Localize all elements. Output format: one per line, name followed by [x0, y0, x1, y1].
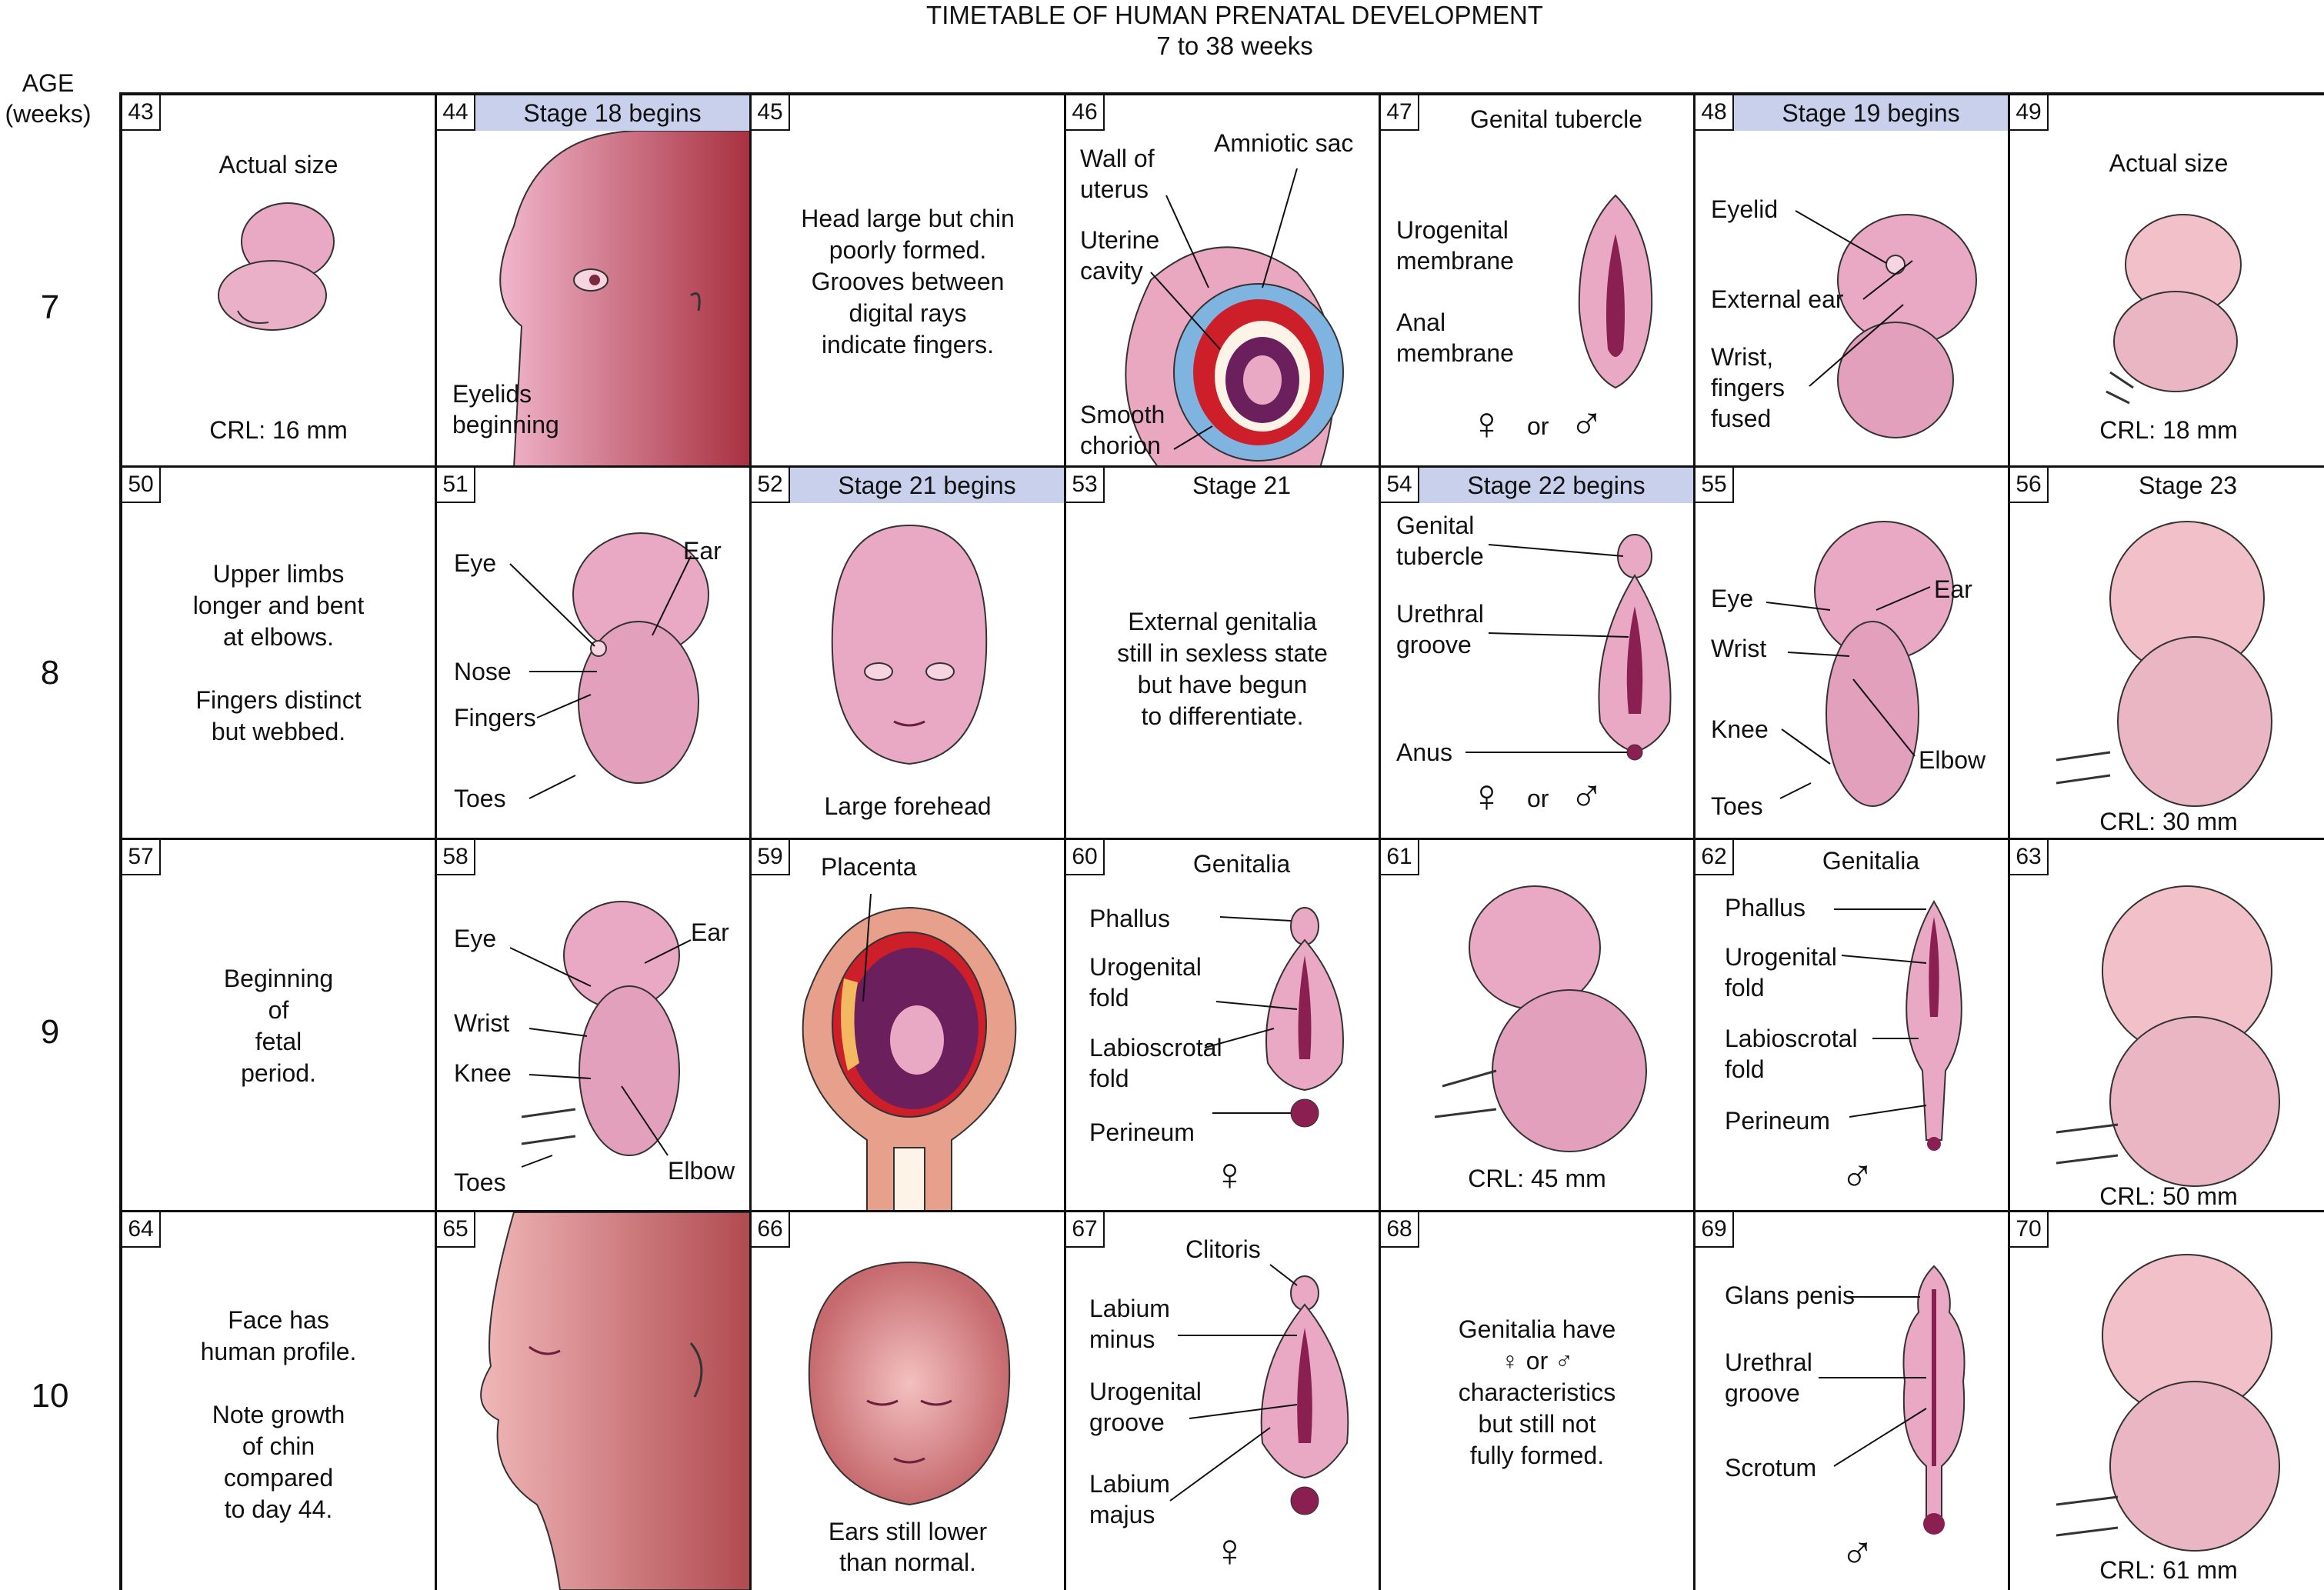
description: [1396, 1314, 1678, 1472]
cell-60: [1066, 840, 1381, 1212]
cell-50: [122, 468, 437, 840]
label-line: Labioscrotal: [1725, 1025, 1858, 1052]
female-symbol-icon: ♀: [1212, 1148, 1247, 1200]
stage-band: Stage 22 begins: [1419, 468, 1693, 503]
text-line: at elbows.: [222, 623, 335, 651]
text-line: longer and bent: [192, 592, 365, 619]
label-line: fingers: [1711, 374, 1786, 402]
nose-label: Nose: [454, 658, 512, 685]
label-line: Urogenital: [1396, 216, 1509, 244]
scrotum-label: Scrotum: [1725, 1454, 1817, 1482]
label-line: Smooth: [1080, 401, 1165, 428]
day-number: 48: [1695, 95, 1734, 131]
day-number: 57: [122, 840, 161, 875]
text-line: indicate fingers.: [821, 331, 995, 358]
fetus-illustration: [2010, 840, 2324, 1212]
urethral-groove-label: [1725, 1347, 1812, 1408]
toes-label: Toes: [454, 1168, 506, 1196]
placenta-label: Placenta: [821, 853, 917, 881]
male-symbol-icon: ♂: [1569, 398, 1604, 449]
urogenital-groove-label: [1089, 1376, 1202, 1438]
text-line: fetal: [255, 1028, 302, 1055]
description: [767, 203, 1049, 361]
text-line: Beginning: [223, 965, 334, 992]
crl-label: CRL: 61 mm: [2099, 1556, 2238, 1584]
cell-57: [122, 840, 437, 1212]
smooth-chorion-label: [1080, 399, 1165, 461]
cell-heading: Genitalia: [1192, 850, 1291, 878]
day-number: 59: [752, 840, 790, 875]
fingers-label: Fingers: [454, 704, 536, 732]
text-line: of chin: [242, 1432, 315, 1460]
ear-label: Ear: [683, 537, 722, 565]
day-number: 54: [1381, 468, 1419, 503]
label-line: Labium: [1089, 1470, 1170, 1498]
male-symbol-icon: ♂: [1840, 1150, 1875, 1202]
day-number: 60: [1066, 840, 1105, 875]
anus-label: Anus: [1396, 738, 1452, 766]
knee-label: Knee: [454, 1059, 512, 1087]
text-line: but still not: [1478, 1410, 1596, 1438]
toes-label: Toes: [454, 785, 506, 812]
glans-penis-label: Glans penis: [1725, 1282, 1855, 1309]
labium-majus-label: [1089, 1468, 1170, 1530]
urogenital-fold-label: [1089, 952, 1202, 1013]
ear-label: Ear: [1934, 575, 1972, 603]
cell-48: [1695, 95, 2010, 468]
cell-53: [1066, 468, 1381, 840]
or-label: or: [1527, 412, 1549, 440]
label-line: Genital: [1396, 512, 1475, 539]
row-label-10: 10: [31, 1377, 69, 1415]
cell-heading: Genitalia: [1822, 847, 1920, 875]
labioscrotal-fold-label: [1089, 1032, 1222, 1094]
ear-label: Ear: [691, 918, 729, 946]
text-line: but have begun: [1137, 671, 1308, 698]
caption-line: Ears still lower: [828, 1518, 988, 1545]
row-label-7: 7: [40, 288, 60, 326]
text-line: period.: [241, 1059, 316, 1087]
female-symbol-icon: ♀: [1469, 770, 1504, 822]
text-line: still in sexless state: [1117, 639, 1328, 667]
text-line: Fingers distinct: [195, 686, 362, 714]
label-line: membrane: [1396, 247, 1514, 275]
eye-label: Eye: [454, 925, 497, 952]
label-line: fold: [1089, 1065, 1129, 1092]
cell-45: [752, 95, 1066, 468]
day-number: 55: [1695, 468, 1734, 503]
label-line: fused: [1711, 405, 1772, 432]
female-symbol-icon: ♀: [1469, 398, 1504, 449]
labium-minus-label: [1089, 1293, 1170, 1355]
cell-52: [752, 468, 1066, 840]
label-line: fold: [1725, 1055, 1765, 1083]
day-number: 66: [752, 1212, 790, 1248]
text-line: poorly formed.: [829, 236, 987, 264]
caption: Actual size: [218, 151, 338, 178]
description: [138, 963, 419, 1089]
wall-of-uterus-label: [1080, 143, 1155, 205]
elbow-label: Elbow: [668, 1157, 735, 1185]
label-line: groove: [1089, 1408, 1165, 1436]
toes-label: Toes: [1711, 792, 1763, 820]
male-symbol-icon: ♂: [1569, 770, 1604, 822]
cell-47: [1381, 95, 1695, 468]
text-line: Face has: [228, 1306, 329, 1334]
label-line: Urethral: [1725, 1348, 1812, 1376]
day-number: 52: [752, 468, 790, 503]
urethral-groove-label: [1396, 598, 1484, 660]
text-line: digital rays: [849, 299, 967, 327]
crl-label: CRL: 45 mm: [1468, 1165, 1606, 1192]
crl-label: CRL: 18 mm: [2099, 416, 2238, 444]
perineum-label: Perineum: [1725, 1107, 1830, 1135]
day-number: 44: [437, 95, 475, 131]
cell-70: [2010, 1212, 2324, 1590]
crl-label: CRL: 30 mm: [2099, 808, 2238, 835]
cell-44: [437, 95, 752, 468]
label-line: Wrist,: [1711, 343, 1774, 371]
cell-59: [752, 840, 1066, 1212]
cell-heading: Stage 23: [2138, 472, 2238, 499]
label-line: chorion: [1080, 432, 1161, 459]
or-label: or: [1527, 785, 1549, 812]
day-number: 70: [2010, 1212, 2049, 1248]
label-line: minus: [1089, 1325, 1155, 1353]
cell-61: [1381, 840, 1695, 1212]
day-number: 50: [122, 468, 161, 503]
day-number: 62: [1695, 840, 1734, 875]
cell-69: [1695, 1212, 2010, 1590]
cell-62: [1695, 840, 2010, 1212]
label-line: groove: [1396, 631, 1472, 658]
day-number: 45: [752, 95, 790, 131]
caption-line: than normal.: [839, 1548, 976, 1576]
female-symbol-icon: ♀: [1212, 1525, 1247, 1576]
phallus-label: Phallus: [1725, 894, 1806, 922]
genital-tubercle-label: [1396, 510, 1484, 572]
label-line: fold: [1725, 974, 1765, 1002]
cell-63: [2010, 840, 2324, 1212]
label-line: Urogenital: [1725, 943, 1837, 971]
label-line: Urogenital: [1089, 953, 1202, 981]
day-number: 43: [122, 95, 161, 131]
timetable-grid: [119, 92, 2324, 1590]
day-number: 47: [1381, 95, 1419, 131]
urogenital-membrane-label: [1396, 215, 1514, 276]
description: [138, 558, 419, 748]
day-number: 53: [1066, 468, 1105, 503]
anal-membrane-label: [1396, 307, 1514, 368]
label-line: Urethral: [1396, 600, 1484, 628]
caption: Actual size: [2109, 149, 2229, 177]
day-number: 68: [1381, 1212, 1419, 1248]
text-line: ♀ or ♂: [1500, 1347, 1574, 1375]
day-number: 67: [1066, 1212, 1105, 1248]
cell-58: [437, 840, 752, 1212]
crl-label: CRL: 50 mm: [2099, 1182, 2238, 1210]
cell-67: [1066, 1212, 1381, 1590]
text-line: of: [268, 996, 289, 1024]
text-line: Note growth: [212, 1401, 345, 1428]
label-line: groove: [1725, 1379, 1800, 1407]
urogenital-fold-label: [1725, 942, 1837, 1003]
day-number: 69: [1695, 1212, 1734, 1248]
text-line: External genitalia: [1128, 608, 1317, 635]
caption: Large forehead: [824, 792, 992, 820]
figure-title: TIMETABLE OF HUMAN PRENATAL DEVELOPMENT: [926, 1, 1543, 29]
label-line: Wall of: [1080, 145, 1155, 172]
text-line: to day 44.: [224, 1495, 333, 1523]
fetus-illustration: [2010, 1212, 2324, 1590]
fetus-illustration: [2010, 468, 2324, 840]
row-label-9: 9: [40, 1013, 60, 1051]
label-line: beginning: [452, 411, 559, 438]
text-line: Grooves between: [811, 268, 1005, 295]
description: [1082, 606, 1363, 732]
cell-heading: Genital tubercle: [1469, 105, 1643, 133]
text-line: Upper limbs: [212, 560, 345, 588]
day-number: 56: [2010, 468, 2049, 503]
description: [138, 1305, 419, 1525]
embryo-face-illustration: [752, 468, 1066, 840]
cell-54: [1381, 468, 1695, 840]
row-label-8: 8: [40, 654, 60, 692]
caption: [752, 1516, 1064, 1578]
elbow-label: Elbow: [1919, 746, 1986, 774]
stage-band: Stage 18 begins: [475, 95, 749, 131]
wrist-label: Wrist: [454, 1009, 510, 1037]
day-number: 51: [437, 468, 475, 503]
eyelid-label: Eyelid: [1711, 195, 1779, 223]
day-number: 58: [437, 840, 475, 875]
label-line: majus: [1089, 1501, 1155, 1528]
cell-heading: Stage 21: [1192, 472, 1292, 499]
fetal-profile-illustration: [437, 1212, 752, 1590]
perineum-label: Perineum: [1089, 1118, 1195, 1146]
wrist-label: Wrist: [1711, 635, 1767, 662]
uterine-cavity-label: [1080, 225, 1159, 286]
cell-55: [1695, 468, 2010, 840]
label-line: tubercle: [1396, 542, 1484, 570]
day-number: 61: [1381, 840, 1419, 875]
label-line: Uterine: [1080, 226, 1160, 254]
text-line: characteristics: [1458, 1378, 1616, 1406]
day-number: 65: [437, 1212, 475, 1248]
day-number: 63: [2010, 840, 2049, 875]
placenta-illustration: [752, 840, 1066, 1212]
label-line: uterus: [1080, 175, 1149, 203]
eye-label: Eye: [454, 549, 497, 577]
cell-56: [2010, 468, 2324, 840]
cell-68: [1381, 1212, 1695, 1590]
text-line: but webbed.: [211, 718, 346, 745]
stage-band: Stage 19 begins: [1734, 95, 2008, 131]
age-header: [0, 68, 96, 129]
figure-subtitle: 7 to 38 weeks: [1156, 32, 1313, 60]
fetus-illustration: [1381, 840, 1695, 1212]
day-number: 64: [122, 1212, 161, 1248]
male-symbol-icon: ♂: [1840, 1527, 1875, 1578]
text-line: Head large but chin: [801, 205, 1015, 232]
label-line: Eyelids: [452, 380, 532, 408]
knee-label: Knee: [1711, 715, 1769, 743]
cell-46: [1066, 95, 1381, 468]
label-line: Urogenital: [1089, 1378, 1202, 1405]
label-line: cavity: [1080, 257, 1143, 285]
label-line: Labium: [1089, 1295, 1170, 1322]
text-line: Genitalia have: [1458, 1315, 1616, 1343]
text-line: fully formed.: [1469, 1442, 1605, 1469]
cell-65: [437, 1212, 752, 1590]
phallus-label: Phallus: [1089, 905, 1170, 932]
labioscrotal-fold-label: [1725, 1023, 1858, 1085]
cell-43: [122, 95, 437, 468]
stage-band: Stage 21 begins: [790, 468, 1064, 503]
text-spacer: [138, 653, 419, 685]
amniotic-sac-label: Amniotic sac: [1214, 129, 1354, 157]
eyelids-label: [452, 378, 559, 440]
age-header-line2: (weeks): [5, 100, 92, 128]
text-line: to differentiate.: [1141, 702, 1304, 730]
text-line: human profile.: [200, 1338, 357, 1365]
external-ear-label: External ear: [1711, 285, 1844, 313]
clitoris-label: Clitoris: [1185, 1235, 1261, 1263]
day-number: 46: [1066, 95, 1105, 131]
label-line: Labioscrotal: [1089, 1034, 1222, 1062]
wrist-fingers-label: [1711, 342, 1785, 434]
day-number: 49: [2010, 95, 2049, 131]
crl-label: CRL: 16 mm: [209, 416, 348, 444]
text-line: compared: [223, 1464, 334, 1492]
text-spacer: [138, 1368, 419, 1399]
eye-label: Eye: [1711, 585, 1754, 612]
label-line: Anal: [1396, 308, 1446, 336]
cell-49: [2010, 95, 2324, 468]
label-line: fold: [1089, 984, 1129, 1012]
age-header-line1: AGE: [22, 69, 75, 97]
cell-66: [752, 1212, 1066, 1590]
cell-51: [437, 468, 752, 840]
cell-64: [122, 1212, 437, 1590]
label-line: membrane: [1396, 339, 1514, 367]
